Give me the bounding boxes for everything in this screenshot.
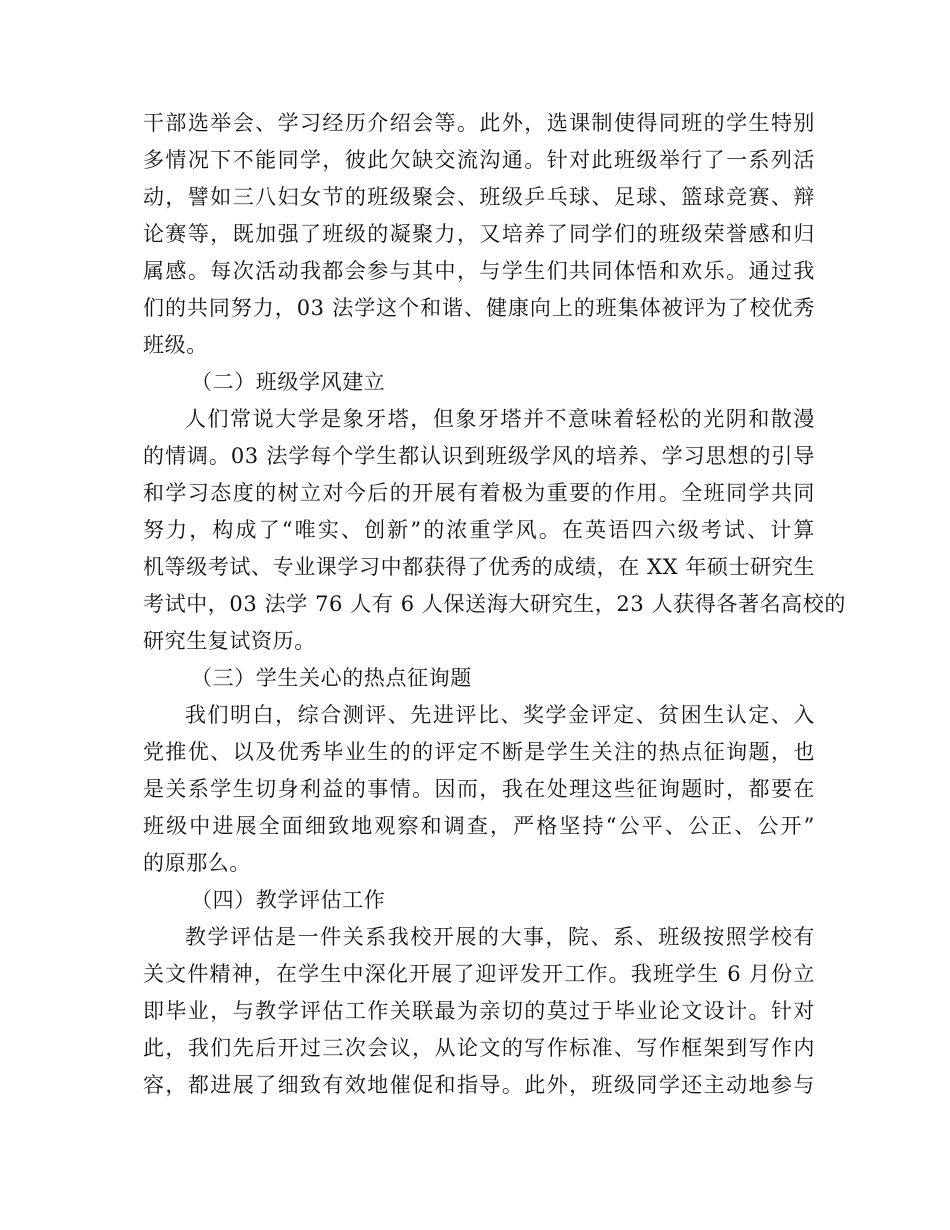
section-heading: （四）教学评估工作 bbox=[191, 888, 386, 912]
paragraph-line: 此，我们先后开过三次会议，从论文的写作标准、写作框架到写作内 bbox=[143, 1036, 815, 1060]
paragraph-line: 的情调。03 法学每个学生都认识到班级学风的培养、学习思想的引导 bbox=[143, 444, 815, 468]
paragraph-line: 人们常说大学是象牙塔，但象牙塔并不意味着轻松的光阴和散漫 bbox=[185, 407, 815, 431]
paragraph-line: 关文件精神，在学生中深化开展了迎评发开工作。我班学生 6 月份立 bbox=[143, 962, 815, 986]
paragraph-line: 党推优、以及优秀毕业生的的评定不断是学生关注的热点征询题，也 bbox=[143, 740, 815, 764]
paragraph-line: 研究生复试资历。 bbox=[143, 629, 316, 653]
paragraph-line: 我们明白，综合测评、先进评比、奖学金评定、贫困生认定、入 bbox=[185, 703, 815, 727]
paragraph-line: 的原那么。 bbox=[143, 851, 251, 875]
paragraph-line: 是关系学生切身利益的事情。因而，我在处理这些征询题时，都要在 bbox=[143, 777, 815, 801]
paragraph-line: 多情况下不能同学，彼此欠缺交流沟通。针对此班级举行了一系列活 bbox=[143, 148, 815, 172]
paragraph-line: 考试中，03 法学 76 人有 6 人保送海大研究生，23 人获得各著名高校的 bbox=[143, 592, 846, 616]
paragraph-line: 教学评估是一件关系我校开展的大事，院、系、班级按照学校有 bbox=[185, 925, 815, 949]
paragraph-line: 干部选举会、学习经历介绍会等。此外，选课制使得同班的学生特别 bbox=[143, 111, 815, 135]
paragraph-line: 们的共同努力，03 法学这个和谐、健康向上的班集体被评为了校优秀 bbox=[143, 296, 815, 320]
section-heading: （二）班级学风建立 bbox=[191, 370, 386, 394]
paragraph-line: 论赛等，既加强了班级的凝聚力，又培养了同学们的班级荣誉感和归 bbox=[143, 222, 815, 246]
paragraph-line: 即毕业，与教学评估工作关联最为亲切的莫过于毕业论文设计。针对 bbox=[143, 999, 815, 1023]
paragraph-line: 动，譬如三八妇女节的班级聚会、班级乒乓球、足球、篮球竞赛、辩 bbox=[143, 185, 815, 209]
paragraph-line: 班级。 bbox=[143, 333, 208, 357]
paragraph-line: 容，都进展了细致有效地催促和指导。此外，班级同学还主动地参与 bbox=[143, 1073, 815, 1097]
section-heading: （三）学生关心的热点征询题 bbox=[191, 666, 472, 690]
paragraph-line: 属感。每次活动我都会参与其中，与学生们共同体悟和欢乐。通过我 bbox=[143, 259, 815, 283]
document-page bbox=[143, 105, 846, 1104]
paragraph-line: 班级中进展全面细致地观察和调查，严格坚持“公平、公正、公开” bbox=[143, 814, 815, 838]
paragraph-line: 机等级考试、专业课学习中都获得了优秀的成绩，在 XX 年硕士研究生 bbox=[143, 555, 816, 579]
paragraph-line: 和学习态度的树立对今后的开展有着极为重要的作用。全班同学共同 bbox=[143, 481, 815, 505]
paragraph-line: 努力，构成了“唯实、创新”的浓重学风。在英语四六级考试、计算 bbox=[143, 518, 815, 542]
